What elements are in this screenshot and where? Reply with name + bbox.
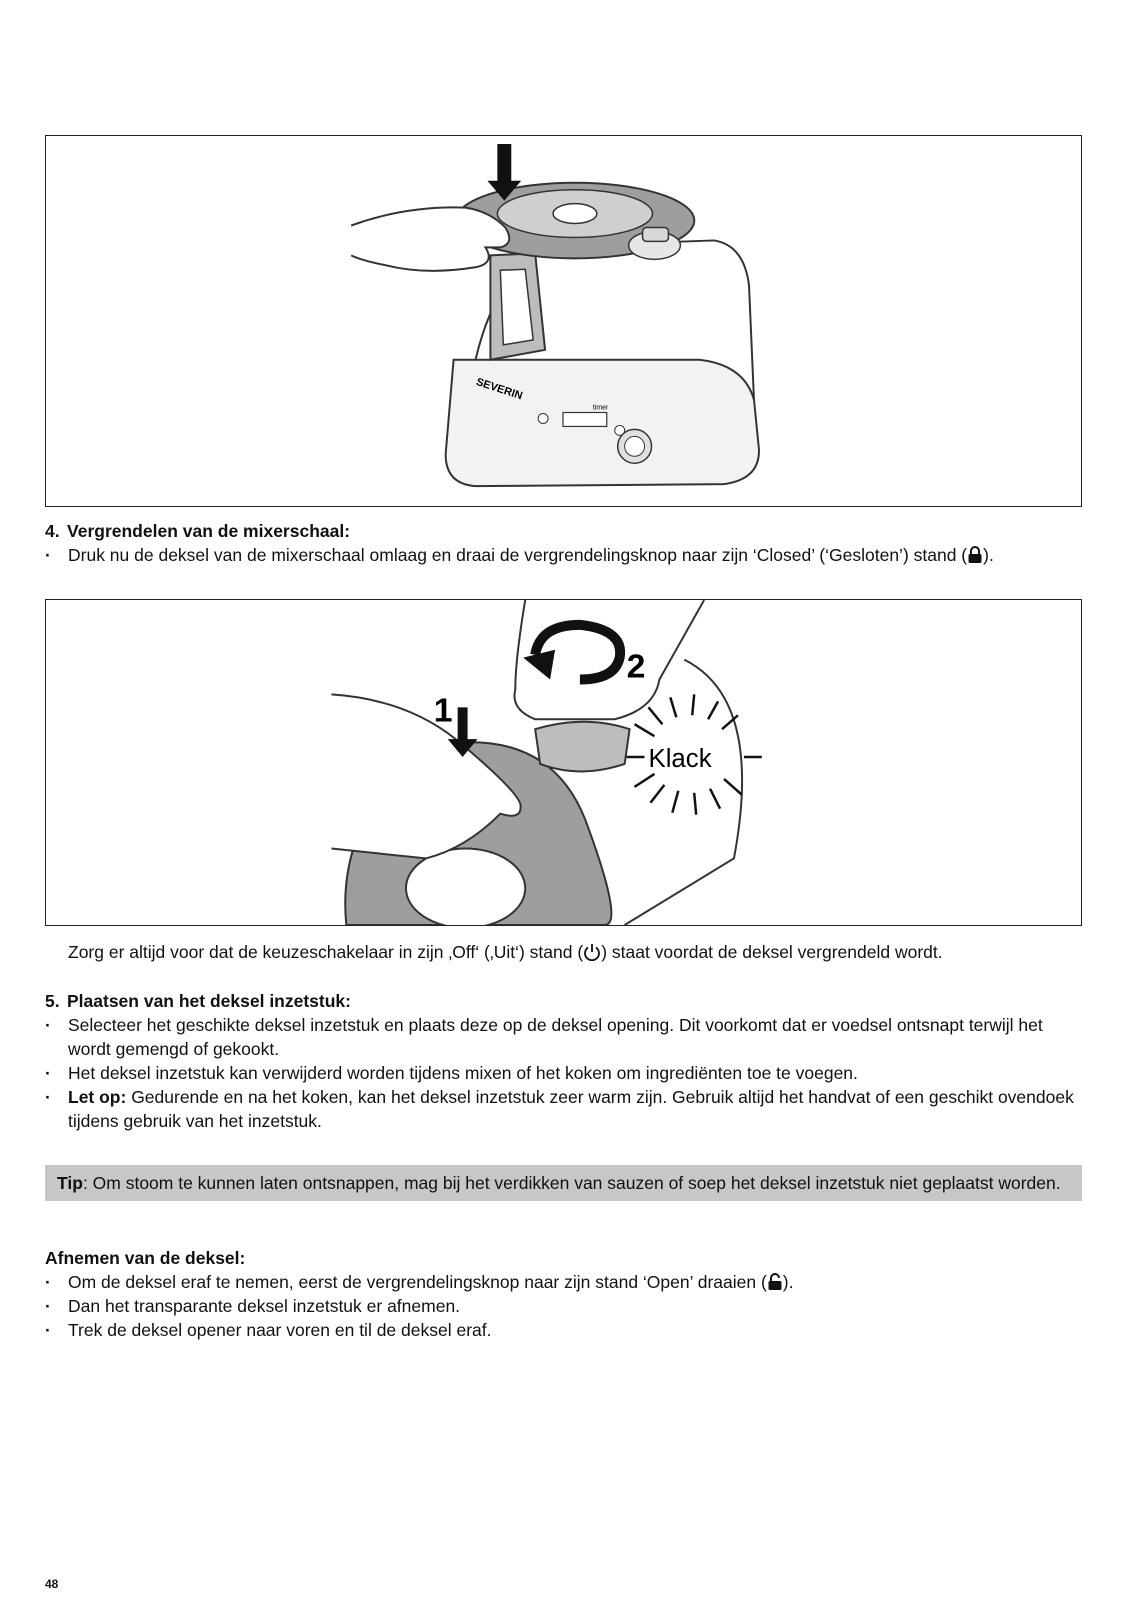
step-1-label: 1 xyxy=(433,691,453,730)
removal-title: Afnemen van de deksel: xyxy=(45,1248,246,1268)
section-4-heading: 4. Vergrendelen van de mixerschaal: xyxy=(45,521,351,541)
tip-text: : Om stoom te kunnen laten ontsnappen, mag bij het verdikken van sauzen of soep het deksel inzetstuk niet geplaatst worden. xyxy=(82,1173,1061,1193)
brand-label: SEVERIN xyxy=(474,376,524,403)
list-item: · Het deksel inzetstuk kan verwijderd worden tijdens mixen of het koken om ingrediënten toe te voegen. xyxy=(45,1061,1085,1085)
lock-open-icon xyxy=(767,1273,783,1291)
lock-closed-icon xyxy=(967,546,983,564)
list-item: · Let op: Gedurende en na het koken, kan het deksel inzetstuk zeer warm zijn. Gebruik altijd het handvat of een geschikt ovendoek tijdens gebruik van het inzetstuk. xyxy=(45,1085,1085,1133)
removal-section xyxy=(45,1246,1085,1342)
illustration-appliance xyxy=(46,136,1081,506)
tip-label: Tip xyxy=(57,1173,83,1193)
off-note: Zorg er altijd voor dat de keuzeschakelaar in zijn ‚Off‘ (‚Uit‘) stand ( ) staat voordat de deksel vergrendeld wordt. xyxy=(68,942,943,962)
illustration-lock xyxy=(46,600,1081,925)
step-2-label: 2 xyxy=(626,647,646,686)
figure-lock-knob xyxy=(45,599,1082,926)
section-5-title: Plaatsen van het deksel inzetstuk: xyxy=(67,991,351,1011)
power-icon xyxy=(583,943,601,961)
page-number: 48 xyxy=(45,1577,59,1591)
section-4-title: Vergrendelen van de mixerschaal: xyxy=(67,521,351,541)
tip-box xyxy=(45,1165,1082,1201)
section-5 xyxy=(45,989,1085,1133)
timer-label: timer xyxy=(592,404,609,412)
section-4 xyxy=(45,519,1085,567)
figure-lid-press xyxy=(45,135,1082,507)
list-item: · Selecteer het geschikte deksel inzetstuk en plaats deze op de deksel opening. Dit voorkomt dat er voedsel ontsnapt terwijl het wordt gemengd of gekookt. xyxy=(45,1013,1085,1061)
list-item: · Om de deksel eraf te nemen, eerst de vergrendelingsknop naar zijn stand ‘Open’ draaien ( ). xyxy=(45,1270,1085,1294)
klack-label: Klack xyxy=(648,744,712,773)
list-item: · Dan het transparante deksel inzetstuk er afnemen. xyxy=(45,1294,1085,1318)
list-item: · Trek de deksel opener naar voren en til de deksel eraf. xyxy=(45,1318,1085,1342)
section-5-heading: 5. Plaatsen van het deksel inzetstuk: xyxy=(45,991,351,1011)
list-item: · Druk nu de deksel van de mixerschaal omlaag en draai de vergrendelingsknop naar zijn ‘Closed’ (‘Gesloten’) stand ( ). xyxy=(45,543,1085,567)
